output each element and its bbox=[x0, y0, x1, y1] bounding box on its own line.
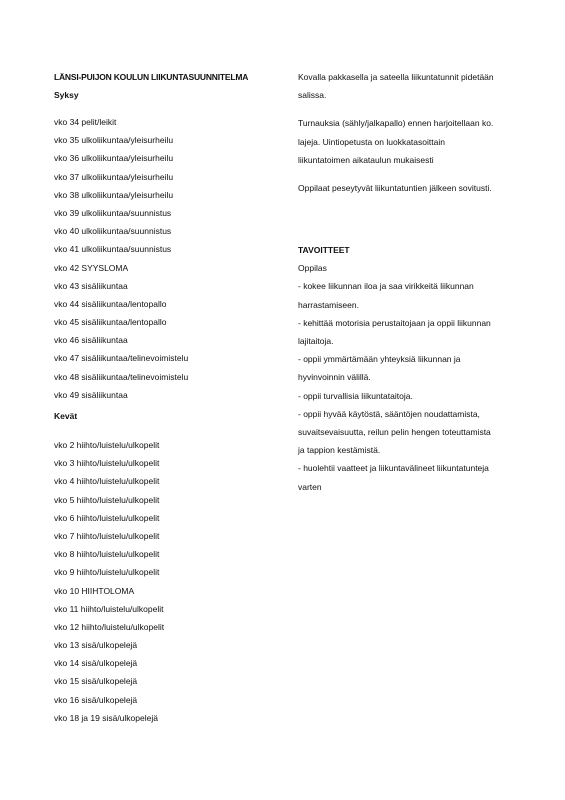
goal-line: suvaitsevaisuutta, reilun pelin hengen toteuttamista bbox=[298, 427, 491, 438]
document-title: LÄNSI-PUIJON KOULUN LIIKUNTASUUNNITELMA bbox=[54, 72, 249, 82]
note-line: salissa. bbox=[298, 90, 327, 101]
spring-week-item: vko 7 hiihto/luistelu/ulkopelit bbox=[54, 530, 160, 541]
spring-week-item: vko 10 HIIHTOLOMA bbox=[54, 585, 135, 596]
left-column bbox=[54, 68, 286, 727]
spring-week-item: vko 16 sisä/ulkopelejä bbox=[54, 694, 138, 705]
autumn-week-item: vko 34 pelit/leikit bbox=[54, 117, 117, 127]
goals-heading: TAVOITTEET bbox=[298, 245, 350, 256]
note-weather bbox=[298, 68, 530, 104]
goal-line: lajitaitoja. bbox=[298, 336, 334, 347]
spring-week-item: vko 14 sisä/ulkopelejä bbox=[54, 658, 138, 669]
spring-week-item: vko 5 hiihto/luistelu/ulkopelit bbox=[54, 494, 160, 505]
autumn-week-item: vko 47 sisäliikuntaa/telinevoimistelu bbox=[54, 353, 189, 364]
autumn-week-item: vko 42 SYYSLOMA bbox=[54, 262, 129, 273]
spring-week-item: vko 18 ja 19 sisä/ulkopelejä bbox=[54, 712, 158, 723]
autumn-week-list bbox=[54, 113, 286, 404]
spring-week-item: vko 15 sisä/ulkopelejä bbox=[54, 676, 138, 687]
goal-line: - oppii hyvää käytöstä, sääntöjen noudattamista, bbox=[298, 408, 480, 419]
right-column bbox=[298, 68, 530, 496]
autumn-week-item: vko 41 ulkoliikuntaa/suunnistus bbox=[54, 244, 172, 255]
goal-line: - oppii turvallisia liikuntataitoja. bbox=[298, 390, 413, 401]
spring-week-item: vko 3 hiihto/luistelu/ulkopelit bbox=[54, 458, 160, 469]
note-line: lajeja. Uintiopetusta on luokkatasoittain bbox=[298, 136, 445, 147]
note-line: Oppilaat peseytyvät liikuntatuntien jälkeen sovitusti. bbox=[298, 183, 492, 194]
autumn-week-item: vko 49 sisäliikuntaa bbox=[54, 389, 128, 400]
goal-line: ja tappion kestämistä. bbox=[298, 445, 381, 456]
spring-week-item: vko 9 hiihto/luistelu/ulkopelit bbox=[54, 567, 160, 578]
note-line: Kovalla pakkasella ja sateella liikuntatunnit pidetään bbox=[298, 72, 494, 82]
goal-line: Oppilas bbox=[298, 263, 327, 274]
spring-week-item: vko 2 hiihto/luistelu/ulkopelit bbox=[54, 440, 160, 450]
spring-week-item: vko 4 hiihto/luistelu/ulkopelit bbox=[54, 476, 160, 487]
note-line: Turnauksia (sähly/jalkapallo) ennen harjoitellaan ko. bbox=[298, 118, 494, 129]
goal-line: harrastamiseen. bbox=[298, 299, 359, 310]
autumn-week-item: vko 43 sisäliikuntaa bbox=[54, 280, 128, 291]
autumn-week-item: vko 35 ulkoliikuntaa/yleisurheilu bbox=[54, 135, 174, 146]
autumn-heading: Syksy bbox=[54, 90, 79, 100]
autumn-week-item: vko 40 ulkoliikuntaa/suunnistus bbox=[54, 226, 172, 237]
autumn-week-item: vko 48 sisäliikuntaa/telinevoimistelu bbox=[54, 371, 189, 382]
goals-section bbox=[298, 241, 530, 496]
note-line: liikuntatoimen aikataulun mukaisesti bbox=[298, 154, 434, 165]
spacer bbox=[54, 104, 286, 113]
autumn-week-item: vko 38 ulkoliikuntaa/yleisurheilu bbox=[54, 189, 174, 200]
spacer bbox=[54, 425, 286, 436]
autumn-week-item: vko 39 ulkoliikuntaa/suunnistus bbox=[54, 207, 172, 218]
spring-week-item: vko 12 hiihto/luistelu/ulkopelit bbox=[54, 621, 165, 632]
autumn-week-item: vko 45 sisäliikuntaa/lentopallo bbox=[54, 317, 167, 328]
autumn-week-item: vko 46 sisäliikuntaa bbox=[54, 335, 128, 346]
goal-line: - oppii ymmärtämään yhteyksiä liikunnan ja bbox=[298, 354, 461, 365]
spring-week-list bbox=[54, 436, 286, 727]
spring-week-item: vko 6 hiihto/luistelu/ulkopelit bbox=[54, 512, 160, 523]
spring-week-item: vko 8 hiihto/luistelu/ulkopelit bbox=[54, 549, 160, 560]
goal-line: - kokee liikunnan iloa ja saa virikkeitä liikunnan bbox=[298, 281, 474, 292]
autumn-week-item: vko 36 ulkoliikuntaa/yleisurheilu bbox=[54, 153, 174, 164]
spring-heading: Kevät bbox=[54, 411, 78, 421]
goal-line: hyvinvoinnin välillä. bbox=[298, 372, 371, 383]
autumn-week-item: vko 44 sisäliikuntaa/lentopallo bbox=[54, 298, 167, 309]
goal-line: - huolehtii vaatteet ja liikuntavälineet liikuntatunteja bbox=[298, 463, 489, 474]
spring-week-item: vko 13 sisä/ulkopelejä bbox=[54, 640, 138, 651]
note-tournaments bbox=[298, 114, 530, 169]
goal-line: - kehittää motorisia perustaitojaan ja oppii liikunnan bbox=[298, 317, 491, 328]
autumn-week-item: vko 37 ulkoliikuntaa/yleisurheilu bbox=[54, 171, 174, 182]
spring-week-item: vko 11 hiihto/luistelu/ulkopelit bbox=[54, 603, 164, 614]
goal-line: varten bbox=[298, 481, 322, 492]
note-washing bbox=[298, 179, 530, 197]
